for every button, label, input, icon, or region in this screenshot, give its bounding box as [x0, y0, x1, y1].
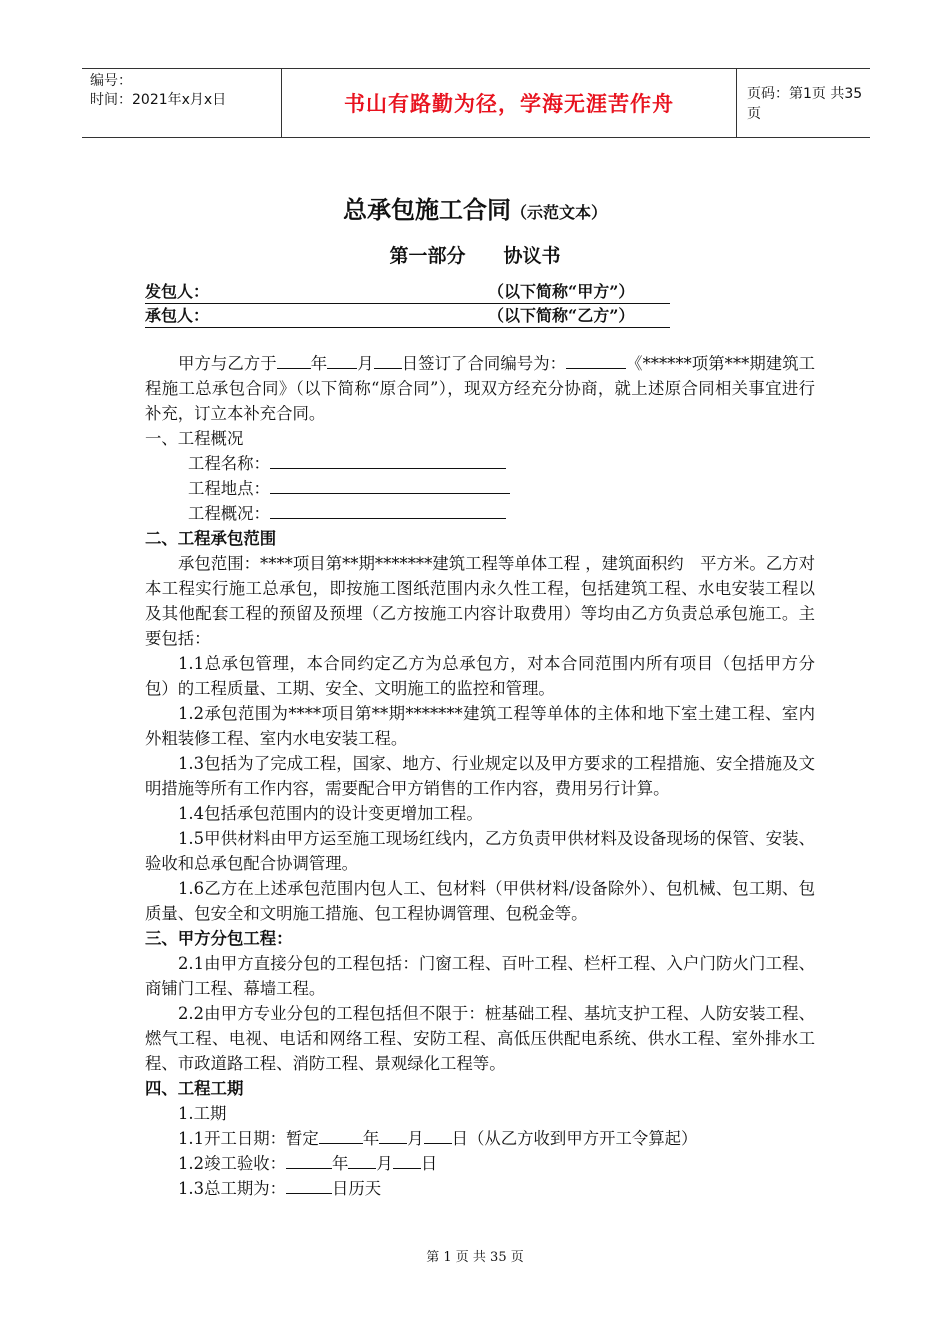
- blank-month: [327, 352, 357, 369]
- item-1-1: 1.1总承包管理，本合同约定乙方为总承包方，对本合同范围内所有项目（包括甲方分包）的工程质量、工期、安全、文明施工的监控和管理。: [145, 654, 815, 698]
- part-heading: 第一部分 协议书: [389, 245, 561, 267]
- section-2-heading: 二、工程承包范围: [145, 529, 277, 548]
- party-a-line: [145, 281, 670, 304]
- section-1-heading: 一、工程概况: [145, 429, 244, 448]
- intro-paragraph: 甲方与乙方于 年 月 日签订了合同编号为： 《******项第***期建筑工程施工总承包合同》（以下简称“原合同”），现双方经充分协商，就上述原合同相关事宜进行补充，订立本补充合同。: [145, 354, 816, 423]
- blank-start-month: [379, 1127, 407, 1144]
- number-label: 编号：: [90, 73, 132, 89]
- blank-accept-month: [348, 1152, 376, 1169]
- field-project-place: 工程地点：: [145, 476, 815, 501]
- field-project-overview: 工程概况：: [145, 501, 815, 526]
- party-b-label: 承包人：: [145, 306, 210, 325]
- blank-total-days: [286, 1177, 332, 1194]
- acceptance-line: 1.2竣工验收： 年 月 日: [178, 1154, 438, 1173]
- item-1-5: 1.5甲供材料由甲方运至施工现场红线内，乙方负责甲供材料及设备现场的保管、安装、验收和总承包配合协调管理。: [145, 829, 815, 873]
- scope-paragraph: 承包范围：****项目第**期*******建筑工程等单体工程 ，建筑面积约 平方米。乙方对本工程实行施工总承包，即按施工图纸范围内永久性工程，包括建筑工程、水电安装工程以及其他配套工程的预留及预埋（乙方按施工内容计取费用）等均由乙方负责总承包施工。主要包括：: [145, 554, 815, 648]
- blank-start-year: [319, 1127, 363, 1144]
- total-period-line: 1.3总工期为： 日历天: [178, 1179, 382, 1198]
- blank-year: [277, 352, 311, 369]
- item-1-3: 1.3包括为了完成工程，国家、地方、行业规定以及甲方要求的工程措施、安全措施及文明措施等所有工作内容，需要配合甲方销售的工作内容，费用另行计算。: [145, 754, 815, 798]
- item-1-4: 1.4包括承包范围内的设计变更增加工程。: [178, 804, 483, 823]
- time-label: 时间：2021年x月x日: [90, 92, 227, 108]
- section-3-heading: 三、甲方分包工程：: [145, 929, 293, 948]
- blank-project-place: [270, 477, 510, 494]
- item-2-2: 2.2由甲方专业分包的工程包括但不限于：桩基础工程、基坑支护工程、人防安装工程、燃气工程、电视、电话和网络工程、安防工程、高低压供配电系统、供水工程、室外排水工程、市政道路工程、消防工程、景观绿化工程等。: [145, 1004, 815, 1073]
- party-b-line: [145, 305, 670, 328]
- header-page-info: 页码：第1页 共35页: [747, 86, 863, 122]
- doc-title: [0, 190, 950, 225]
- contract-body: [145, 351, 815, 1201]
- blank-project-overview: [270, 502, 506, 519]
- period-heading: 1.工期: [178, 1104, 227, 1123]
- blank-day: [374, 352, 402, 369]
- party-a-note: （以下简称“甲方”）: [488, 282, 635, 301]
- item-2-1: 2.1由甲方直接分包的工程包括：门窗工程、百叶工程、栏杆工程、入户门防火门工程、商铺门工程、幕墙工程。: [145, 954, 815, 998]
- header-table: [82, 68, 870, 138]
- header-meta: [82, 69, 282, 137]
- blank-accept-year: [286, 1152, 332, 1169]
- doc-title-main: 总承包施工合同: [342, 195, 511, 224]
- item-1-2: 1.2承包范围为****项目第**期*******建筑工程等单体的主体和地下室土建工程、室内外粗装修工程、室内水电安装工程。: [145, 704, 815, 748]
- section-4-heading: 四、工程工期: [145, 1079, 244, 1098]
- party-a-label: 发包人：: [145, 282, 210, 301]
- blank-contract-no: [566, 352, 626, 369]
- start-date-line: 1.1开工日期：暂定 年 月 日（从乙方收到甲方开工令算起）: [178, 1129, 698, 1148]
- blank-project-name: [270, 452, 506, 469]
- header-motto: 书山有路勤为径，学海无涯苦作舟: [282, 69, 737, 137]
- item-1-6: 1.6乙方在上述承包范围内包人工、包材料（甲供材料/设备除外）、包机械、包工期、包质量、包安全和文明施工措施、包工程协调管理、包税金等。: [145, 879, 815, 923]
- page-footer: 第 1 页 共 35 页: [426, 1250, 524, 1265]
- party-b-note: （以下简称“乙方”）: [488, 306, 635, 325]
- blank-start-day: [424, 1127, 452, 1144]
- field-project-name: 工程名称：: [145, 451, 815, 476]
- doc-subtitle: （示范文本）: [510, 203, 607, 222]
- blank-accept-day: [393, 1152, 421, 1169]
